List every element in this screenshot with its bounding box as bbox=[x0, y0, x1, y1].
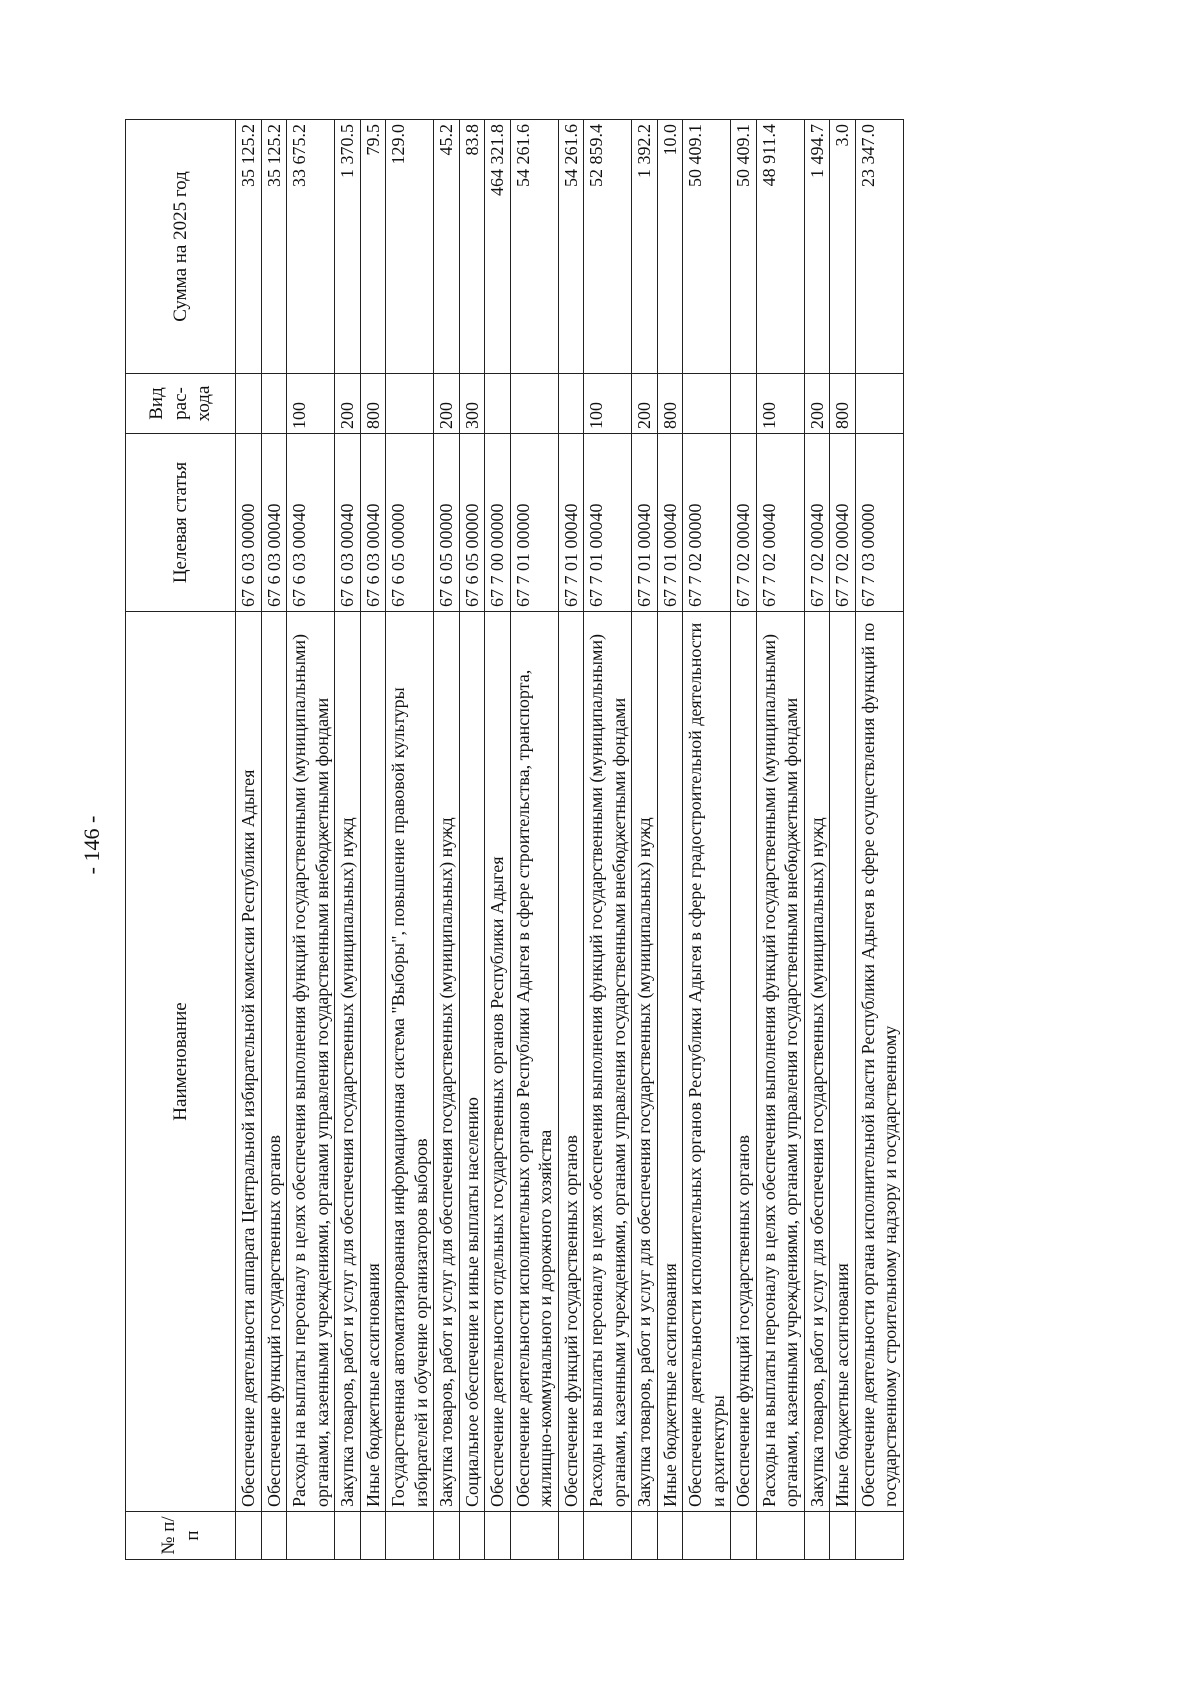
row-number bbox=[287, 1512, 335, 1560]
row-name: Государственная автоматизированная информационная система "Выборы", повышение правовой культуры избирателей и обучение организаторов выборов bbox=[386, 612, 434, 1512]
row-target-code: 67 6 03 00040 bbox=[261, 434, 287, 612]
row-expense-kind bbox=[386, 374, 434, 434]
row-number bbox=[830, 1512, 856, 1560]
row-sum: 23 347.0 bbox=[855, 120, 903, 374]
row-name: Расходы на выплаты персоналу в целях обеспечения выполнения функций государственными (муниципальными) органами, казенными учреждениями, органами управления государственными внебюджетными фондами bbox=[287, 612, 335, 1512]
table-row bbox=[485, 120, 511, 1560]
row-expense-kind: 300 bbox=[459, 374, 485, 434]
row-sum: 52 859.4 bbox=[584, 120, 632, 374]
table-row bbox=[632, 120, 658, 1560]
row-number bbox=[584, 1512, 632, 1560]
table-row bbox=[459, 120, 485, 1560]
row-number bbox=[434, 1512, 460, 1560]
row-target-code: 67 6 05 00000 bbox=[459, 434, 485, 612]
row-number bbox=[731, 1512, 757, 1560]
row-sum: 1 392.2 bbox=[632, 120, 658, 374]
row-expense-kind bbox=[558, 374, 584, 434]
row-name: Обеспечение функций государственных органов bbox=[731, 612, 757, 1512]
row-target-code: 67 7 02 00040 bbox=[756, 434, 804, 612]
row-name: Обеспечение функций государственных органов bbox=[558, 612, 584, 1512]
row-name: Обеспечение функций государственных органов bbox=[261, 612, 287, 1512]
table-row bbox=[558, 120, 584, 1560]
row-sum: 3.0 bbox=[830, 120, 856, 374]
table-row bbox=[804, 120, 830, 1560]
row-target-code: 67 6 03 00040 bbox=[360, 434, 386, 612]
table-row bbox=[683, 120, 731, 1560]
row-name: Обеспечение деятельности органа исполнительной власти Республики Адыгея в сфере осуществления функций по государственному строительному надзору и государственному bbox=[855, 612, 903, 1512]
row-number bbox=[804, 1512, 830, 1560]
row-target-code: 67 7 02 00040 bbox=[731, 434, 757, 612]
table-row bbox=[236, 120, 262, 1560]
row-name: Закупка товаров, работ и услуг для обеспечения государственных (муниципальных) нужд bbox=[804, 612, 830, 1512]
row-target-code: 67 7 02 00000 bbox=[683, 434, 731, 612]
row-number bbox=[236, 1512, 262, 1560]
row-expense-kind: 200 bbox=[804, 374, 830, 434]
row-sum: 1 370.5 bbox=[335, 120, 361, 374]
row-number bbox=[855, 1512, 903, 1560]
row-number bbox=[386, 1512, 434, 1560]
header-no: № п/п bbox=[126, 1512, 236, 1560]
row-number bbox=[459, 1512, 485, 1560]
rotated-table-wrapper bbox=[125, 120, 1085, 1560]
header-name: Наименование bbox=[126, 612, 236, 1512]
row-sum: 33 675.2 bbox=[287, 120, 335, 374]
row-sum: 464 321.8 bbox=[485, 120, 511, 374]
row-target-code: 67 6 05 00000 bbox=[386, 434, 434, 612]
table-row bbox=[261, 120, 287, 1560]
row-number bbox=[756, 1512, 804, 1560]
row-target-code: 67 7 02 00040 bbox=[830, 434, 856, 612]
header-kind: Вид рас- хода bbox=[126, 374, 236, 434]
row-target-code: 67 6 03 00040 bbox=[287, 434, 335, 612]
row-number bbox=[485, 1512, 511, 1560]
row-sum: 45.2 bbox=[434, 120, 460, 374]
table-row bbox=[510, 120, 558, 1560]
table-row bbox=[287, 120, 335, 1560]
table-row bbox=[386, 120, 434, 1560]
row-number bbox=[360, 1512, 386, 1560]
row-expense-kind: 800 bbox=[830, 374, 856, 434]
row-number bbox=[558, 1512, 584, 1560]
row-expense-kind: 100 bbox=[287, 374, 335, 434]
table-row bbox=[731, 120, 757, 1560]
row-sum: 48 911.4 bbox=[756, 120, 804, 374]
row-target-code: 67 7 00 00000 bbox=[485, 434, 511, 612]
row-sum: 79.5 bbox=[360, 120, 386, 374]
row-number bbox=[683, 1512, 731, 1560]
row-target-code: 67 6 03 00000 bbox=[236, 434, 262, 612]
table-row bbox=[657, 120, 683, 1560]
row-name: Иные бюджетные ассигнования bbox=[360, 612, 386, 1512]
row-sum: 54 261.6 bbox=[558, 120, 584, 374]
page-number: - 146 - bbox=[79, 815, 104, 875]
row-sum: 83.8 bbox=[459, 120, 485, 374]
row-number bbox=[335, 1512, 361, 1560]
header-sum: Сумма на 2025 год bbox=[126, 120, 236, 374]
row-name: Закупка товаров, работ и услуг для обеспечения государственных (муниципальных) нужд bbox=[434, 612, 460, 1512]
row-name: Обеспечение деятельности аппарата Центральной избирательной комиссии Республики Адыгея bbox=[236, 612, 262, 1512]
row-expense-kind: 200 bbox=[632, 374, 658, 434]
table-row bbox=[335, 120, 361, 1560]
row-expense-kind bbox=[855, 374, 903, 434]
table-row bbox=[434, 120, 460, 1560]
row-expense-kind bbox=[510, 374, 558, 434]
row-expense-kind: 800 bbox=[360, 374, 386, 434]
row-expense-kind bbox=[236, 374, 262, 434]
row-target-code: 67 7 01 00040 bbox=[584, 434, 632, 612]
row-sum: 1 494.7 bbox=[804, 120, 830, 374]
table-row bbox=[855, 120, 903, 1560]
table-row bbox=[360, 120, 386, 1560]
row-target-code: 67 7 01 00000 bbox=[510, 434, 558, 612]
row-name: Расходы на выплаты персоналу в целях обеспечения выполнения функций государственными (муниципальными) органами, казенными учреждениями, органами управления государственными внебюджетными фондами bbox=[584, 612, 632, 1512]
table-row bbox=[830, 120, 856, 1560]
row-expense-kind: 800 bbox=[657, 374, 683, 434]
row-name: Обеспечение деятельности исполнительных органов Республики Адыгея в сфере строительства, транспорта, жилищно-коммунального и дорожного хозяйства bbox=[510, 612, 558, 1512]
row-name: Расходы на выплаты персоналу в целях обеспечения выполнения функций государственными (муниципальными) органами, казенными учреждениями, органами управления государственными внебюджетными фондами bbox=[756, 612, 804, 1512]
header-code: Целевая статья bbox=[126, 434, 236, 612]
table-header-row bbox=[126, 120, 236, 1560]
row-name: Закупка товаров, работ и услуг для обеспечения государственных (муниципальных) нужд bbox=[335, 612, 361, 1512]
row-expense-kind bbox=[683, 374, 731, 434]
row-target-code: 67 7 03 00000 bbox=[855, 434, 903, 612]
row-expense-kind bbox=[731, 374, 757, 434]
row-expense-kind: 100 bbox=[584, 374, 632, 434]
row-expense-kind bbox=[261, 374, 287, 434]
row-target-code: 67 7 01 00040 bbox=[657, 434, 683, 612]
row-number bbox=[657, 1512, 683, 1560]
row-name: Иные бюджетные ассигнования bbox=[657, 612, 683, 1512]
row-target-code: 67 7 02 00040 bbox=[804, 434, 830, 612]
row-expense-kind: 200 bbox=[434, 374, 460, 434]
row-name: Иные бюджетные ассигнования bbox=[830, 612, 856, 1512]
table-body bbox=[236, 120, 904, 1560]
row-target-code: 67 6 05 00000 bbox=[434, 434, 460, 612]
row-number bbox=[510, 1512, 558, 1560]
row-expense-kind bbox=[485, 374, 511, 434]
row-expense-kind: 100 bbox=[756, 374, 804, 434]
budget-table bbox=[125, 119, 904, 1560]
row-expense-kind: 200 bbox=[335, 374, 361, 434]
row-name: Закупка товаров, работ и услуг для обеспечения государственных (муниципальных) нужд bbox=[632, 612, 658, 1512]
row-sum: 129.0 bbox=[386, 120, 434, 374]
row-sum: 10.0 bbox=[657, 120, 683, 374]
row-name: Обеспечение деятельности отдельных государственных органов Республики Адыгея bbox=[485, 612, 511, 1512]
table-row bbox=[584, 120, 632, 1560]
row-sum: 50 409.1 bbox=[683, 120, 731, 374]
table-row bbox=[756, 120, 804, 1560]
row-number bbox=[632, 1512, 658, 1560]
row-name: Социальное обеспечение и иные выплаты населению bbox=[459, 612, 485, 1512]
row-target-code: 67 7 01 00040 bbox=[632, 434, 658, 612]
row-sum: 54 261.6 bbox=[510, 120, 558, 374]
row-name: Обеспечение деятельности исполнительных органов Республики Адыгея в сфере градостроительной деятельности и архитектуры bbox=[683, 612, 731, 1512]
row-target-code: 67 6 03 00040 bbox=[335, 434, 361, 612]
row-number bbox=[261, 1512, 287, 1560]
row-sum: 35 125.2 bbox=[261, 120, 287, 374]
row-target-code: 67 7 01 00040 bbox=[558, 434, 584, 612]
row-sum: 35 125.2 bbox=[236, 120, 262, 374]
row-sum: 50 409.1 bbox=[731, 120, 757, 374]
